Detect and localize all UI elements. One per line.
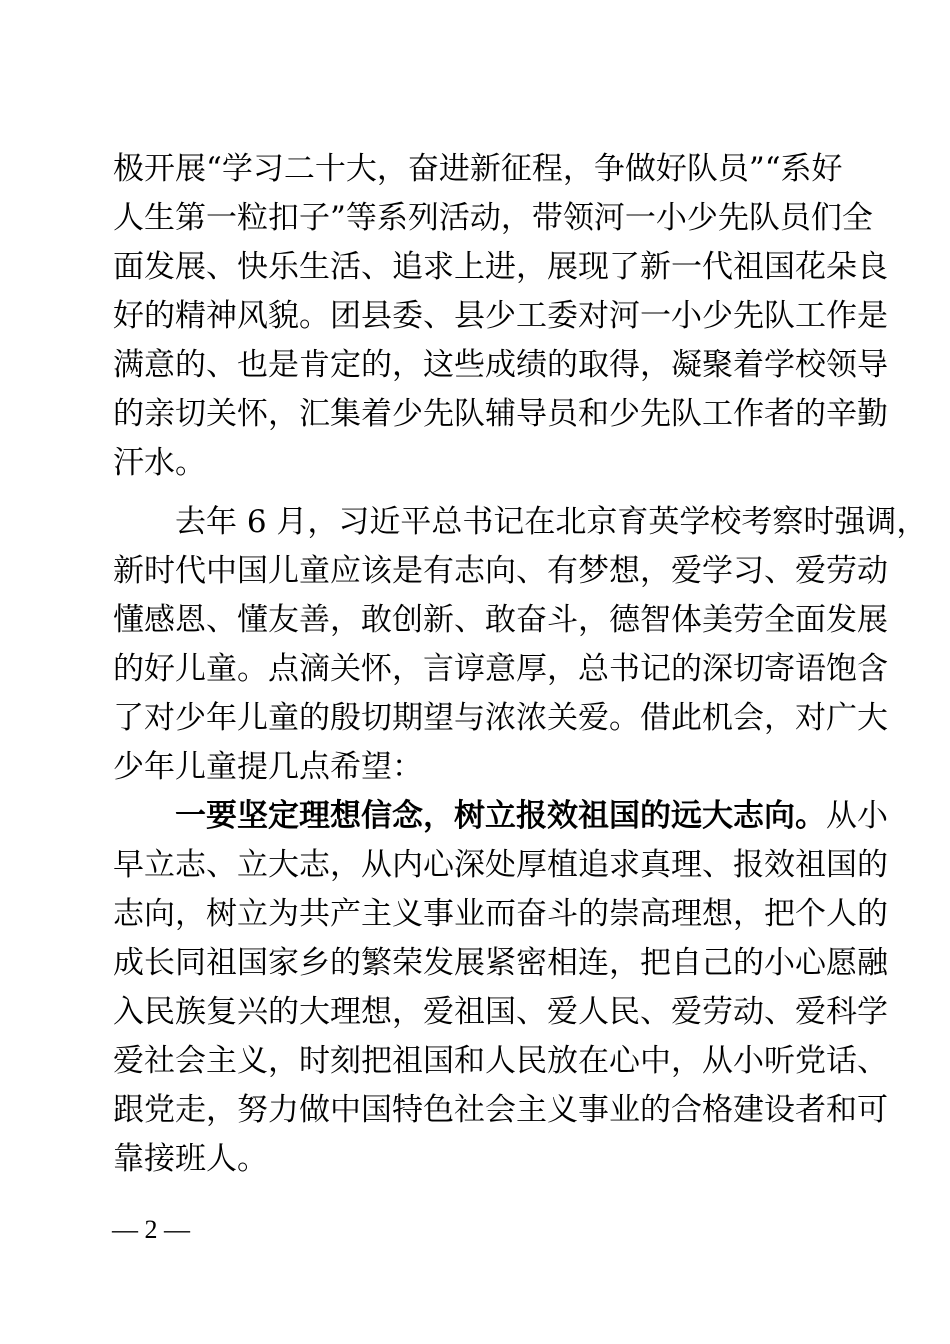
paragraph-3-line-7: 跟党走，努力做中国特色社会主义事业的合格建设者和可 bbox=[113, 1092, 888, 1128]
paragraph-1-line-4: 好的精神风貌。团县委、县少工委对河一小少先队工作是 bbox=[113, 298, 888, 334]
paragraph-1-line-6: 的亲切关怀，汇集着少先队辅导员和少先队工作者的辛勤 bbox=[113, 396, 888, 432]
paragraph-3-line-6: 爱社会主义，时刻把祖国和人民放在心中，从小听党话、 bbox=[113, 1043, 888, 1079]
page-number: — 2 — bbox=[112, 1215, 190, 1244]
paragraph-3-heading: 一要坚定理想信念，树立报效祖国的远大志向。 bbox=[175, 798, 826, 834]
paragraph-3-line-4: 成长同祖国家乡的繁荣发展紧密相连，把自己的小心愿融 bbox=[113, 945, 888, 981]
paragraph-3-line-3: 志向，树立为共产主义事业而奋斗的崇高理想，把个人的 bbox=[113, 896, 888, 932]
paragraph-1-line-3: 面发展、快乐生活、追求上进，展现了新一代祖国花朵良 bbox=[113, 249, 888, 285]
paragraph-2-line-6: 少年儿童提几点希望： bbox=[113, 749, 423, 785]
paragraph-1-line-1: 极开展“学习二十大，奋进新征程，争做好队员”“系好 bbox=[113, 151, 843, 187]
paragraph-3-first-line-rest: 从小 bbox=[826, 798, 888, 834]
paragraph-2-line-5: 了对少年儿童的殷切期望与浓浓关爱。借此机会，对广大 bbox=[113, 700, 888, 736]
paragraph-1-line-2: 人生第一粒扣子”等系列活动，带领河一小少先队员们全 bbox=[113, 200, 873, 236]
paragraph-1-line-5: 满意的、也是肯定的，这些成绩的取得，凝聚着学校领导 bbox=[113, 347, 888, 383]
paragraph-2-line-3: 懂感恩、懂友善，敢创新、敢奋斗，德智体美劳全面发展 bbox=[113, 602, 888, 638]
paragraph-3-line-5: 入民族复兴的大理想，爱祖国、爱人民、爱劳动、爱科学 bbox=[113, 994, 888, 1030]
paragraph-3-line-2: 早立志、立大志，从内心深处厚植追求真理、报效祖国的 bbox=[113, 847, 888, 883]
paragraph-2-line-4: 的好儿童。点滴关怀，言谆意厚，总书记的深切寄语饱含 bbox=[113, 651, 888, 687]
paragraph-3-line-1 bbox=[175, 791, 888, 841]
paragraph-2-line-2: 新时代中国儿童应该是有志向、有梦想，爱学习、爱劳动 bbox=[113, 553, 888, 589]
paragraph-3-line-8: 靠接班人。 bbox=[113, 1141, 268, 1177]
paragraph-2-line-1: 去年 6 月，习近平总书记在北京育英学校考察时强调， bbox=[175, 504, 928, 540]
paragraph-1-line-7: 汗水。 bbox=[113, 445, 206, 481]
